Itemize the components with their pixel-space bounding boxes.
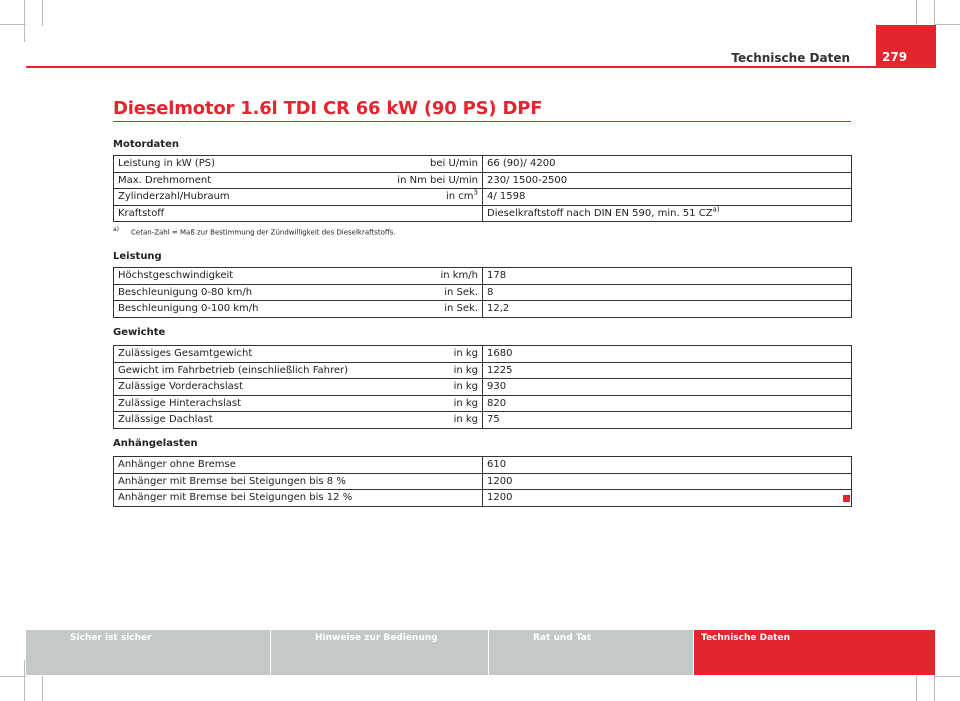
- row-label: Anhänger mit Bremse bei Steigungen bis 12 %: [114, 490, 483, 507]
- row-unit: in kg: [359, 395, 483, 412]
- table-row: [114, 268, 852, 285]
- crop-mark: [0, 24, 26, 25]
- header-rule: [26, 66, 936, 68]
- crop-mark: [24, 0, 25, 42]
- row-unit: bei U/min: [359, 156, 483, 173]
- footnote-ref: a): [712, 205, 720, 214]
- footer-tab-sicher[interactable]: Sicher ist sicher: [26, 630, 270, 675]
- row-value: 8: [483, 284, 852, 301]
- section-heading-leistung: Leistung: [113, 251, 162, 262]
- row-unit: [359, 205, 483, 222]
- row-label: Zulässige Vorderachslast: [114, 379, 359, 396]
- row-unit: in kg: [359, 362, 483, 379]
- page-number: 279: [882, 50, 908, 64]
- row-value: 1225: [483, 362, 852, 379]
- row-value: 1200: [483, 490, 852, 507]
- row-unit: in $cm^3$: [359, 189, 483, 206]
- row-value: Dieselkraftstoff nach DIN EN 590, min. 51 CZ$^{a)}$: [483, 205, 852, 222]
- row-unit: in km/h: [359, 268, 483, 285]
- table-row: [114, 457, 852, 474]
- table-row: [114, 490, 852, 507]
- crop-mark: [916, 676, 917, 701]
- crop-mark: [934, 676, 960, 677]
- table-row: [114, 189, 852, 206]
- crop-mark: [916, 0, 917, 26]
- row-label: Kraftstoff: [114, 205, 359, 222]
- row-label: Zulässiges Gesamtgewicht: [114, 346, 359, 363]
- table-row: [114, 362, 852, 379]
- section-heading-gewichte: Gewichte: [113, 327, 166, 338]
- row-value: 178: [483, 268, 852, 285]
- footer-nav: [26, 630, 936, 675]
- table-row: [114, 301, 852, 318]
- row-value: 4/ 1598: [483, 189, 852, 206]
- row-value: 820: [483, 395, 852, 412]
- row-label: Anhänger mit Bremse bei Steigungen bis 8 %: [114, 473, 483, 490]
- row-label: Beschleunigung 0-100 km/h: [114, 301, 359, 318]
- section-heading-anhaengelasten: Anhängelasten: [113, 438, 198, 449]
- row-value: 75: [483, 412, 852, 429]
- table-leistung: [113, 267, 852, 318]
- row-label: Höchstgeschwindigkeit: [114, 268, 359, 285]
- row-unit: in kg: [359, 379, 483, 396]
- row-label: Beschleunigung 0-80 km/h: [114, 284, 359, 301]
- table-row: [114, 205, 852, 222]
- end-of-section-marker: [843, 495, 850, 502]
- crop-mark: [42, 0, 43, 26]
- table-row: [114, 412, 852, 429]
- row-label: Max. Drehmoment: [114, 172, 359, 189]
- section-heading-motordaten: Motordaten: [113, 139, 179, 150]
- crop-mark: [24, 660, 25, 701]
- row-unit: in Nm bei U/min: [359, 172, 483, 189]
- row-value: 230/ 1500-2500: [483, 172, 852, 189]
- table-row: [114, 395, 852, 412]
- row-value: 12,2: [483, 301, 852, 318]
- crop-mark: [42, 676, 43, 701]
- row-label: Zulässige Hinterachslast: [114, 395, 359, 412]
- table-row: [114, 172, 852, 189]
- table-row: [114, 379, 852, 396]
- row-unit: in Sek.: [359, 301, 483, 318]
- table-anhaengelasten: [113, 456, 852, 507]
- row-value: 66 (90)/ 4200: [483, 156, 852, 173]
- footnote-text: Cetan-Zahl = Maß zur Bestimmung der Zündwilligkeit des Dieselkraftstoffs.: [131, 228, 396, 237]
- row-label: Zulässige Dachlast: [114, 412, 359, 429]
- row-unit: in kg: [359, 412, 483, 429]
- row-label: Anhänger ohne Bremse: [114, 457, 483, 474]
- footer-tab-rat-und-tat[interactable]: Rat und Tat: [489, 630, 693, 675]
- page-title: Dieselmotor 1.6l TDI CR 66 kW (90 PS) DPF: [113, 98, 543, 119]
- row-label: Zylinderzahl/Hubraum: [114, 189, 359, 206]
- table-row: [114, 156, 852, 173]
- footer-tab-hinweise[interactable]: Hinweise zur Bedienung: [271, 630, 488, 675]
- table-row: [114, 284, 852, 301]
- row-label: Leistung in kW (PS): [114, 156, 359, 173]
- crop-mark: [0, 676, 26, 677]
- table-row: [114, 473, 852, 490]
- title-rule: [113, 121, 851, 122]
- table-row: [114, 346, 852, 363]
- row-value: 1680: [483, 346, 852, 363]
- table-motordaten: [113, 155, 852, 222]
- footnote-mark: a): [113, 226, 120, 233]
- running-header: Technische Daten: [731, 51, 850, 65]
- footnote: [113, 226, 396, 236]
- row-unit: in kg: [359, 346, 483, 363]
- page-number-badge: [876, 25, 936, 68]
- row-value: 610: [483, 457, 852, 474]
- row-value: 930: [483, 379, 852, 396]
- table-gewichte: [113, 345, 852, 429]
- row-label: Gewicht im Fahrbetrieb (einschließlich Fahrer): [114, 362, 359, 379]
- footer-tab-technische-daten[interactable]: Technische Daten: [694, 630, 935, 675]
- row-value: 1200: [483, 473, 852, 490]
- row-unit: in Sek.: [359, 284, 483, 301]
- crop-mark: [934, 24, 960, 25]
